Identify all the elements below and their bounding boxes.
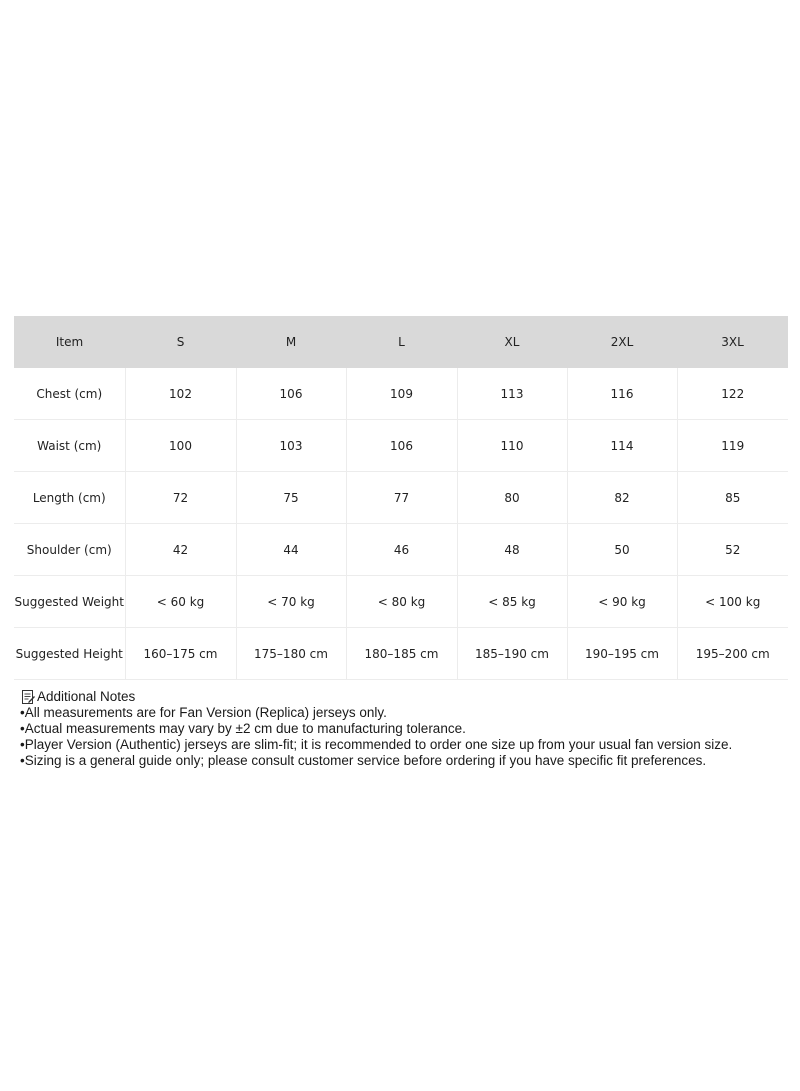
table-cell: 77 bbox=[346, 472, 457, 524]
table-cell: 122 bbox=[677, 368, 788, 420]
table-row-length bbox=[14, 472, 788, 524]
row-label: Shoulder (cm) bbox=[14, 524, 125, 576]
table-cell: 190–195 cm bbox=[567, 628, 677, 680]
table-cell: 195–200 cm bbox=[677, 628, 788, 680]
table-header-row bbox=[14, 316, 788, 368]
table-cell: 114 bbox=[567, 420, 677, 472]
note-item: •Player Version (Authentic) jerseys are slim-fit; it is recommended to order one size up from your usual fan version size. bbox=[20, 737, 733, 752]
column-header-xl: XL bbox=[457, 316, 567, 368]
table-cell: 102 bbox=[125, 368, 236, 420]
table-cell: 109 bbox=[346, 368, 457, 420]
size-chart-table bbox=[14, 316, 788, 680]
table-cell: 80 bbox=[457, 472, 567, 524]
table-cell: 119 bbox=[677, 420, 788, 472]
table-cell: 46 bbox=[346, 524, 457, 576]
memo-icon bbox=[20, 689, 36, 705]
table-cell: < 100 kg bbox=[677, 576, 788, 628]
table-cell: 116 bbox=[567, 368, 677, 420]
additional-notes bbox=[20, 689, 790, 769]
table-cell: 106 bbox=[346, 420, 457, 472]
table-cell: 180–185 cm bbox=[346, 628, 457, 680]
table-cell: 85 bbox=[677, 472, 788, 524]
note-item: •All measurements are for Fan Version (Replica) jerseys only. bbox=[20, 705, 387, 720]
table-cell: 175–180 cm bbox=[236, 628, 346, 680]
table-row-waist bbox=[14, 420, 788, 472]
table-cell: < 80 kg bbox=[346, 576, 457, 628]
table-row-chest bbox=[14, 368, 788, 420]
table-cell: 50 bbox=[567, 524, 677, 576]
row-label: Length (cm) bbox=[14, 472, 125, 524]
table-cell: 82 bbox=[567, 472, 677, 524]
table-cell: 48 bbox=[457, 524, 567, 576]
notes-heading bbox=[20, 689, 790, 705]
table-cell: 100 bbox=[125, 420, 236, 472]
table-cell: < 70 kg bbox=[236, 576, 346, 628]
column-header-3xl: 3XL bbox=[677, 316, 788, 368]
table-cell: 75 bbox=[236, 472, 346, 524]
table-cell: 113 bbox=[457, 368, 567, 420]
column-header-item: Item bbox=[14, 316, 125, 368]
table-cell: 106 bbox=[236, 368, 346, 420]
table-cell: 185–190 cm bbox=[457, 628, 567, 680]
table-row-suggested-weight bbox=[14, 576, 788, 628]
row-label: Chest (cm) bbox=[14, 368, 125, 420]
notes-title: Additional Notes bbox=[37, 689, 136, 704]
column-header-2xl: 2XL bbox=[567, 316, 677, 368]
column-header-s: S bbox=[125, 316, 236, 368]
table-row-suggested-height bbox=[14, 628, 788, 680]
table-cell: 160–175 cm bbox=[125, 628, 236, 680]
table-cell: < 60 kg bbox=[125, 576, 236, 628]
note-item: •Actual measurements may vary by ±2 cm due to manufacturing tolerance. bbox=[20, 721, 466, 736]
table-cell: < 85 kg bbox=[457, 576, 567, 628]
table-cell: 103 bbox=[236, 420, 346, 472]
table-cell: 110 bbox=[457, 420, 567, 472]
table-cell: 72 bbox=[125, 472, 236, 524]
table-row-shoulder bbox=[14, 524, 788, 576]
table-cell: 52 bbox=[677, 524, 788, 576]
table-cell: 44 bbox=[236, 524, 346, 576]
note-item: •Sizing is a general guide only; please consult customer service before ordering if you have specific fit preferences. bbox=[20, 753, 707, 768]
column-header-m: M bbox=[236, 316, 346, 368]
row-label: Suggested Weight bbox=[14, 576, 125, 628]
row-label: Waist (cm) bbox=[14, 420, 125, 472]
table-cell: 42 bbox=[125, 524, 236, 576]
column-header-l: L bbox=[346, 316, 457, 368]
row-label: Suggested Height bbox=[14, 628, 125, 680]
table-cell: < 90 kg bbox=[567, 576, 677, 628]
